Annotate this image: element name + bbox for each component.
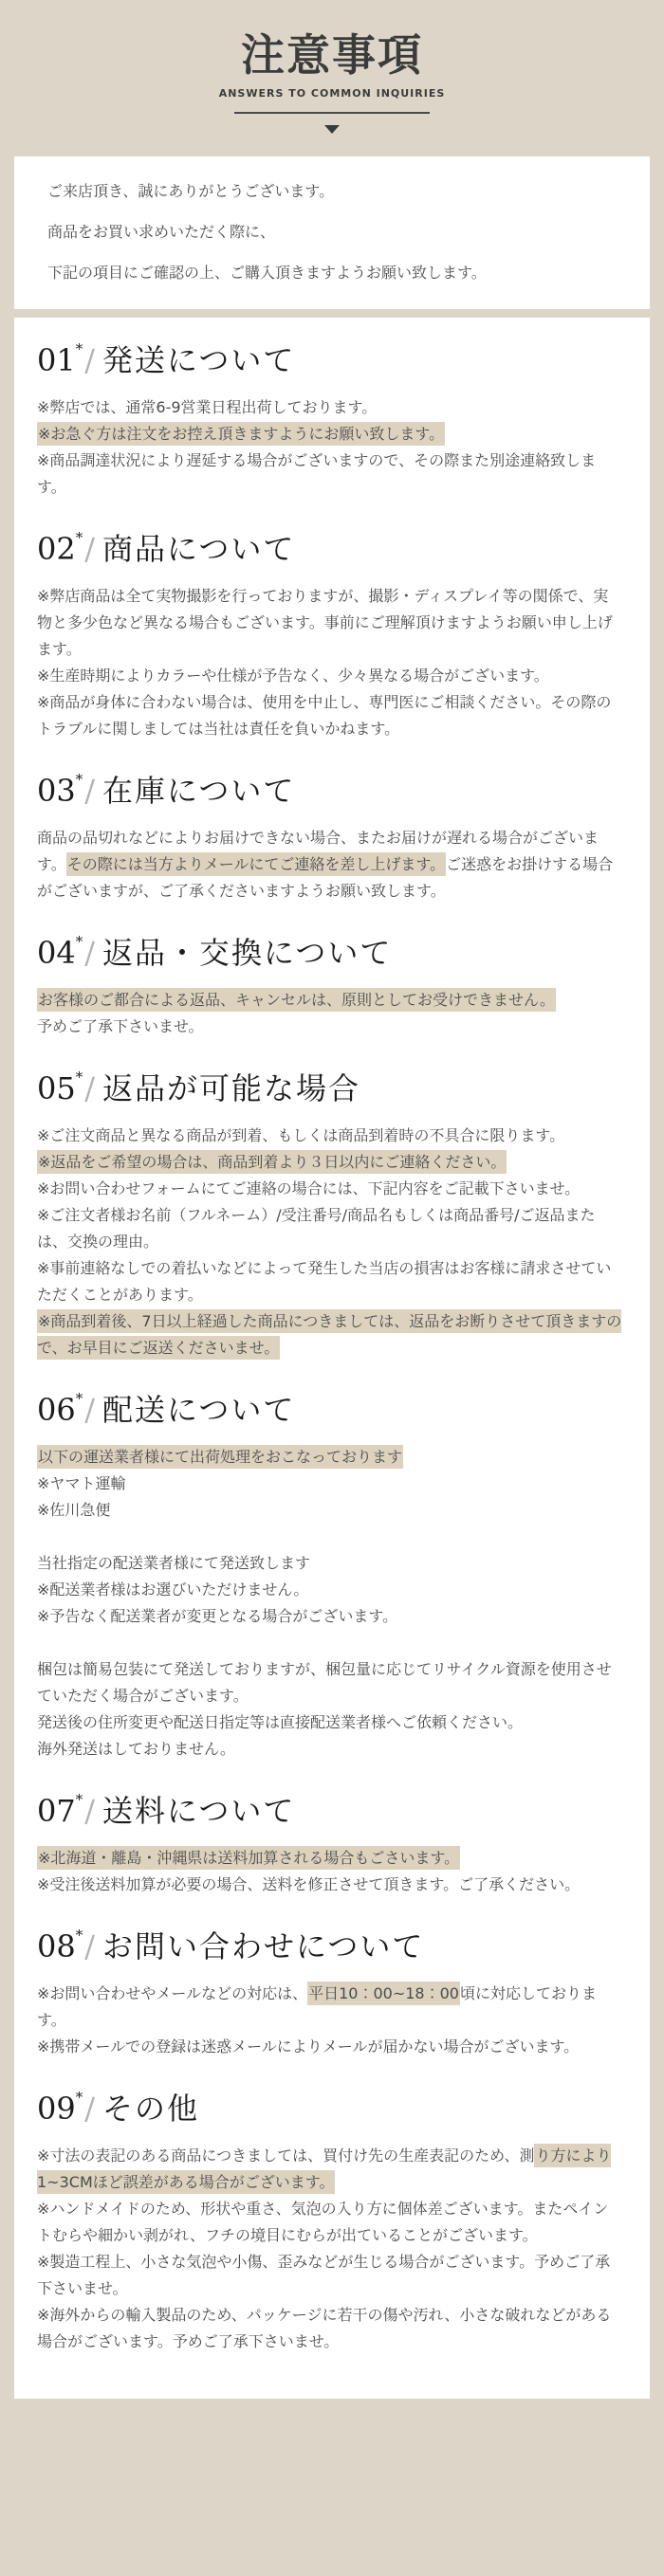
asterisk-mark: * xyxy=(75,1069,84,1086)
asterisk-mark: * xyxy=(75,2089,84,2106)
section-heading xyxy=(37,1390,623,1430)
section-heading xyxy=(37,1927,623,1966)
slash-mark: / xyxy=(84,2091,96,2127)
slash-mark: / xyxy=(84,1793,96,1829)
section-paragraph xyxy=(37,421,623,448)
section-number: 09 xyxy=(37,2091,76,2127)
section-paragraph: 発送後の住所変更や配送日指定等は直接配送業者様へご依頼ください。 xyxy=(37,1713,524,1731)
highlight-text: ※返品をご希望の場合は、商品到着より３日以内にご連絡ください。 xyxy=(37,1150,507,1174)
section-paragraph: ※ご注文商品と異なる商品が到着、もしくは商品到着時の不具合に限ります。 xyxy=(37,1126,565,1144)
section-paragraph: ※ハンドメイドのため、形状や重さ、気泡の入り方に個体差ございます。またペイントむらや細かい剥がれ、フチの境目にむらが出ていることがございます。 xyxy=(37,2200,609,2244)
section-title: 返品が可能な場合 xyxy=(102,1070,361,1106)
section-paragraph xyxy=(37,1630,623,1656)
section-paragraph xyxy=(37,1444,623,1471)
section-09 xyxy=(37,2089,623,2355)
asterisk-mark: * xyxy=(75,1791,84,1808)
page-title: 注意事項 xyxy=(241,29,423,81)
highlight-text: ※北海道・離島・沖縄県は送料加算される場合もごさいます。 xyxy=(37,1846,460,1870)
section-number: 05 xyxy=(37,1070,76,1106)
section-paragraph: ※商品調達状況により遅延する場合がございますので、その際また別途連絡致します。 xyxy=(37,451,597,496)
highlight-text: 以下の運送業者様にて出荷処理をおこなっております xyxy=(37,1445,403,1469)
section-paragraph: 海外発送はしておりません。 xyxy=(37,1740,235,1758)
highlight-text: ※お急ぐ方は注文をお控え頂きますようにお願い致します。 xyxy=(37,422,445,446)
section-paragraph: 商品の品切れなどによりお届けできない場合、またお届けが遅れる場合がございます。その際には当方よりメールにてご連絡を差し上げます。ご迷惑をお掛けする場合がございますが、ご了承くださいますようお願い致します。 xyxy=(37,829,614,900)
section-07 xyxy=(37,1791,623,1898)
section-heading xyxy=(37,771,623,811)
section-paragraph: 当社指定の配送業者様にて発送致します xyxy=(37,1554,311,1572)
section-title: 在庫について xyxy=(102,773,296,809)
section-paragraph: ※弊店商品は全て実物撮影を行っておりますが、撮影・ディスプレイ等の関係で、実物と多少色など異なる場合もございます。事前にご理解頂けますようお願い申し上げます。 xyxy=(37,587,613,658)
divider-line xyxy=(234,112,430,114)
section-number: 04 xyxy=(37,935,76,971)
section-05 xyxy=(37,1069,623,1361)
section-paragraph xyxy=(37,1845,623,1872)
section-paragraph: ※携帯メールでの登録は迷惑メールによりメールが届かない場合がございます。 xyxy=(37,2037,580,2055)
asterisk-mark: * xyxy=(75,529,84,546)
section-title: お問い合わせについて xyxy=(102,1928,425,1964)
section-heading xyxy=(37,340,623,380)
asterisk-mark: * xyxy=(75,1927,84,1944)
asterisk-mark: * xyxy=(75,771,84,788)
section-paragraph: ※事前連絡なしでの着払いなどによって発生した当店の損害はお客様に請求させていただくことがあります。 xyxy=(37,1259,612,1304)
page-header xyxy=(0,0,664,156)
section-heading xyxy=(37,529,623,569)
section-08 xyxy=(37,1927,623,2060)
section-heading xyxy=(37,933,623,973)
section-paragraph: ※配送業者様はお選びいただけません。 xyxy=(37,1580,309,1599)
intro-card xyxy=(14,156,650,309)
slash-mark: / xyxy=(84,773,96,809)
section-03 xyxy=(37,771,623,904)
section-title: 発送について xyxy=(102,342,296,378)
section-paragraph: ※弊店では、通常6-9営業日程出荷しております。 xyxy=(37,398,378,416)
section-number: 07 xyxy=(37,1793,76,1829)
triangle-down-icon xyxy=(324,125,340,134)
slash-mark: / xyxy=(84,1392,96,1428)
section-number: 06 xyxy=(37,1392,76,1428)
section-paragraph: ※商品が身体に合わない場合は、使用を中止し、専門医にご相談ください。その際のトラブルに関しましては当社は責任を負いかねます。 xyxy=(37,693,612,738)
section-paragraph: ※海外からの輸入製品のため、パッケージに若干の傷や汚れ、小さな破れなどがある場合がございます。予めご了承下さいませ。 xyxy=(37,2306,612,2350)
section-06 xyxy=(37,1390,623,1763)
highlight-text: その際には当方よりメールにてご連絡を差し上げます。 xyxy=(66,852,446,876)
section-paragraph: ※生産時期によりカラーや仕様が予告なく、少々異なる場合がございます。 xyxy=(37,667,549,685)
section-01 xyxy=(37,340,623,501)
slash-mark: / xyxy=(84,1928,96,1964)
highlight-text: 平日10：00~18：00 xyxy=(307,1982,460,2005)
section-heading xyxy=(37,1069,623,1108)
slash-mark: / xyxy=(84,935,96,971)
section-paragraph xyxy=(37,1524,623,1550)
section-paragraph: ※予告なく配送業者が変更となる場合がございます。 xyxy=(37,1607,398,1625)
section-number: 02 xyxy=(37,531,76,567)
section-02 xyxy=(37,529,623,742)
highlight-text: お客様のご都合による返品、キャンセルは、原則としてお受けできません。 xyxy=(37,988,556,1012)
asterisk-mark: * xyxy=(75,1390,84,1407)
section-paragraph: 梱包は簡易包装にて発送しておりますが、梱包量に応じてリサイクル資源を使用させていただく場合がございます。 xyxy=(37,1660,612,1705)
section-title: 返品・交換について xyxy=(102,935,393,971)
section-heading xyxy=(37,2089,623,2128)
asterisk-mark: * xyxy=(75,340,84,357)
section-paragraph: ※お問い合わせフォームにてご連絡の場合には、下記内容をご記載下さいませ。 xyxy=(37,1179,581,1197)
section-number: 03 xyxy=(37,773,76,809)
section-paragraph: ※寸法の表記のある商品につきましては、買付け先の生産表記のため、測り方により1~3CMほど誤差がある場合がございます。 xyxy=(37,2143,623,2196)
section-title: 送料について xyxy=(102,1793,296,1829)
section-number: 08 xyxy=(37,1928,76,1964)
section-title: 配送について xyxy=(102,1392,296,1428)
slash-mark: / xyxy=(84,1070,96,1106)
intro-line: ご来店頂き、誠にありがとうございます。 xyxy=(47,182,335,200)
section-paragraph: お客様のご都合による返品、キャンセルは、原則としてお受けできません。 予めご了承下さいませ。 xyxy=(37,987,623,1040)
section-paragraph: ※ご注文者様お名前（フルネーム）/受注番号/商品名もしくは商品番号/ご返品または、交換の理由。 xyxy=(37,1206,596,1251)
section-04 xyxy=(37,933,623,1040)
section-paragraph: ※佐川急便 xyxy=(37,1501,111,1519)
section-paragraph: ※ヤマト運輸 xyxy=(37,1474,126,1492)
section-title: 商品について xyxy=(102,531,296,567)
section-paragraph: ※製造工程上、小さな気泡や小傷、歪みなどが生じる場合がございます。予めご了承下さいませ。 xyxy=(37,2253,611,2297)
section-title: その他 xyxy=(102,2091,200,2127)
slash-mark: / xyxy=(84,342,96,378)
intro-line: 下記の項目にご確認の上、ご購入頂きますようお願い致します。 xyxy=(47,264,487,282)
notice-sections-card xyxy=(14,318,650,2399)
page-subtitle: ANSWERS TO COMMON INQUIRIES xyxy=(218,86,446,100)
slash-mark: / xyxy=(84,531,96,567)
highlight-text: り方により1~3CMほど誤差がある場合がございます。 xyxy=(37,2144,611,2194)
asterisk-mark: * xyxy=(75,933,84,950)
section-paragraph: ※受注後送料加算が必要の場合、送料を修正させて頂きます。ご了承ください。 xyxy=(37,1875,581,1893)
intro-line: 商品をお買い求めいただく際に、 xyxy=(47,223,276,241)
section-paragraph xyxy=(37,1308,623,1361)
section-paragraph xyxy=(37,1149,623,1176)
section-heading xyxy=(37,1791,623,1831)
section-number: 01 xyxy=(37,342,76,378)
section-paragraph: ※お問い合わせやメールなどの対応は、平日10：00~18：00頃に対応しております。 xyxy=(37,1981,623,2034)
highlight-text: ※商品到着後、7日以上経過した商品につきましては、返品をお断りさせて頂きますので、お早目にご返送くださいませ。 xyxy=(37,1309,621,1360)
